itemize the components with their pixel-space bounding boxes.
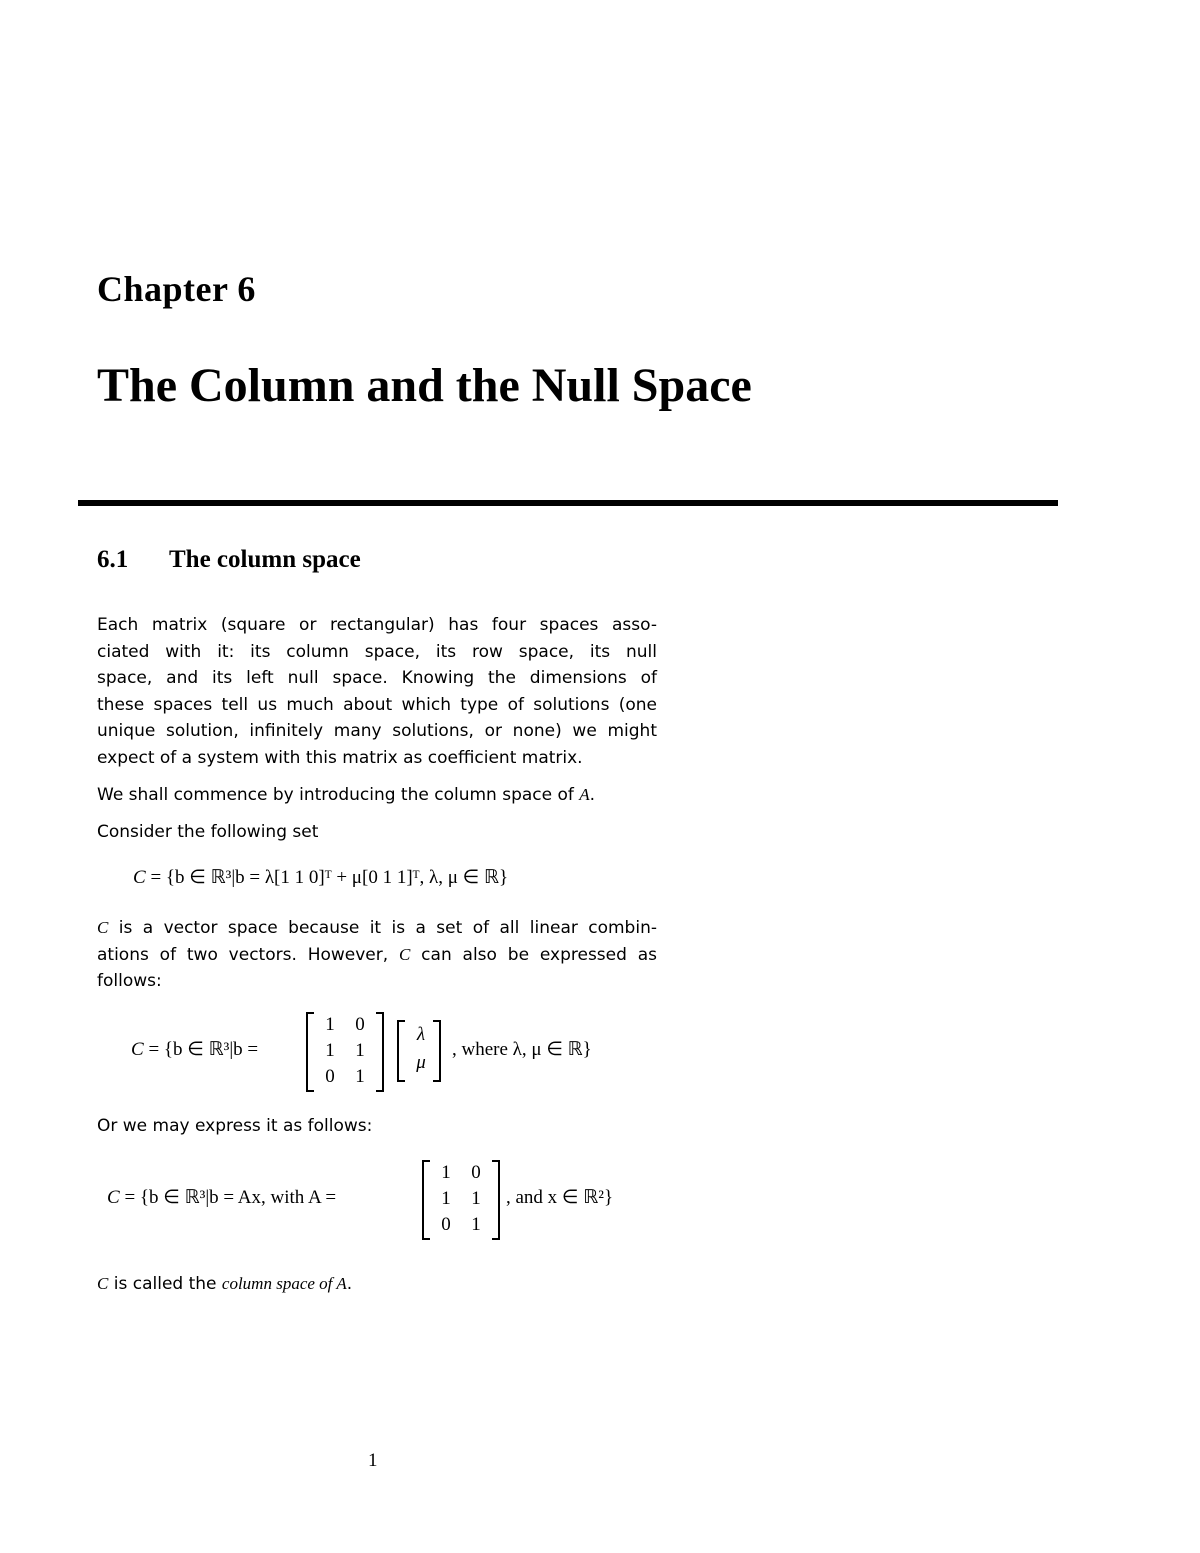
paragraph-line: Each matrix (square or rectangular) has four spaces asso- bbox=[97, 615, 657, 635]
equation-ax-form-lhs: C = {b ∈ ℝ³|b = Ax, with A = bbox=[107, 1187, 337, 1208]
bracket-left bbox=[397, 1020, 405, 1082]
chapter-label: Chapter 6 bbox=[97, 269, 256, 309]
bracket-left bbox=[422, 1160, 430, 1240]
paragraph-intro bbox=[97, 612, 657, 771]
page-number: 1 bbox=[368, 1450, 378, 1471]
bracket-left bbox=[306, 1012, 314, 1092]
section-heading bbox=[97, 546, 361, 574]
paragraph-definition: C is called the column space of A. bbox=[97, 1274, 353, 1294]
paragraph-commence: We shall commence by introducing the column space of A. bbox=[97, 785, 596, 805]
bracket-right bbox=[492, 1160, 500, 1240]
equation-matrix-form-lhs: C = {b ∈ ℝ³|b = bbox=[131, 1039, 259, 1060]
emphasis-term: column space of A bbox=[221, 1274, 347, 1293]
equation-matrix-form-rhs: , where λ, μ ∈ ℝ} bbox=[452, 1039, 592, 1060]
vector-lambda-mu: λ μ bbox=[397, 1020, 445, 1082]
paragraph-line: space, and its left null space. Knowing the dimensions of bbox=[97, 668, 657, 688]
paragraph-line: ciated with it: its column space, its row space, its null bbox=[97, 641, 657, 662]
paragraph-or-express: Or we may express it as follows: bbox=[97, 1116, 373, 1136]
chapter-title: The Column and the Null Space bbox=[97, 359, 752, 412]
equation-ax-form-rhs: , and x ∈ ℝ²} bbox=[506, 1187, 614, 1208]
equation-set-definition: C = {b ∈ ℝ³|b = λ[1 1 0]ᵀ + μ[0 1 1]ᵀ, λ, μ ∈ ℝ} bbox=[133, 867, 509, 888]
bracket-right bbox=[376, 1012, 384, 1092]
section-title: The column space bbox=[169, 546, 361, 573]
paragraph-line: expect of a system with this matrix as coefficient matrix. bbox=[97, 747, 583, 768]
bracket-right bbox=[433, 1020, 441, 1082]
matrix-3x2: 1 0 1 1 0 1 bbox=[306, 1012, 384, 1092]
paragraph-line: these spaces tell us much about which type of solutions (one bbox=[97, 694, 657, 715]
paragraph-line: unique solution, infinitely many solutions, or none) we might bbox=[97, 721, 657, 741]
paragraph-consider: Consider the following set bbox=[97, 822, 319, 842]
paragraph-vector-space: C is a vector space because it is a set of all linear combin- ations of two vectors. However, C can also be expressed as follows: bbox=[97, 918, 658, 991]
chapter-rule bbox=[78, 500, 1058, 506]
section-number: 6.1 bbox=[97, 546, 129, 573]
matrix-A: 1 0 1 1 0 1 bbox=[422, 1160, 500, 1240]
